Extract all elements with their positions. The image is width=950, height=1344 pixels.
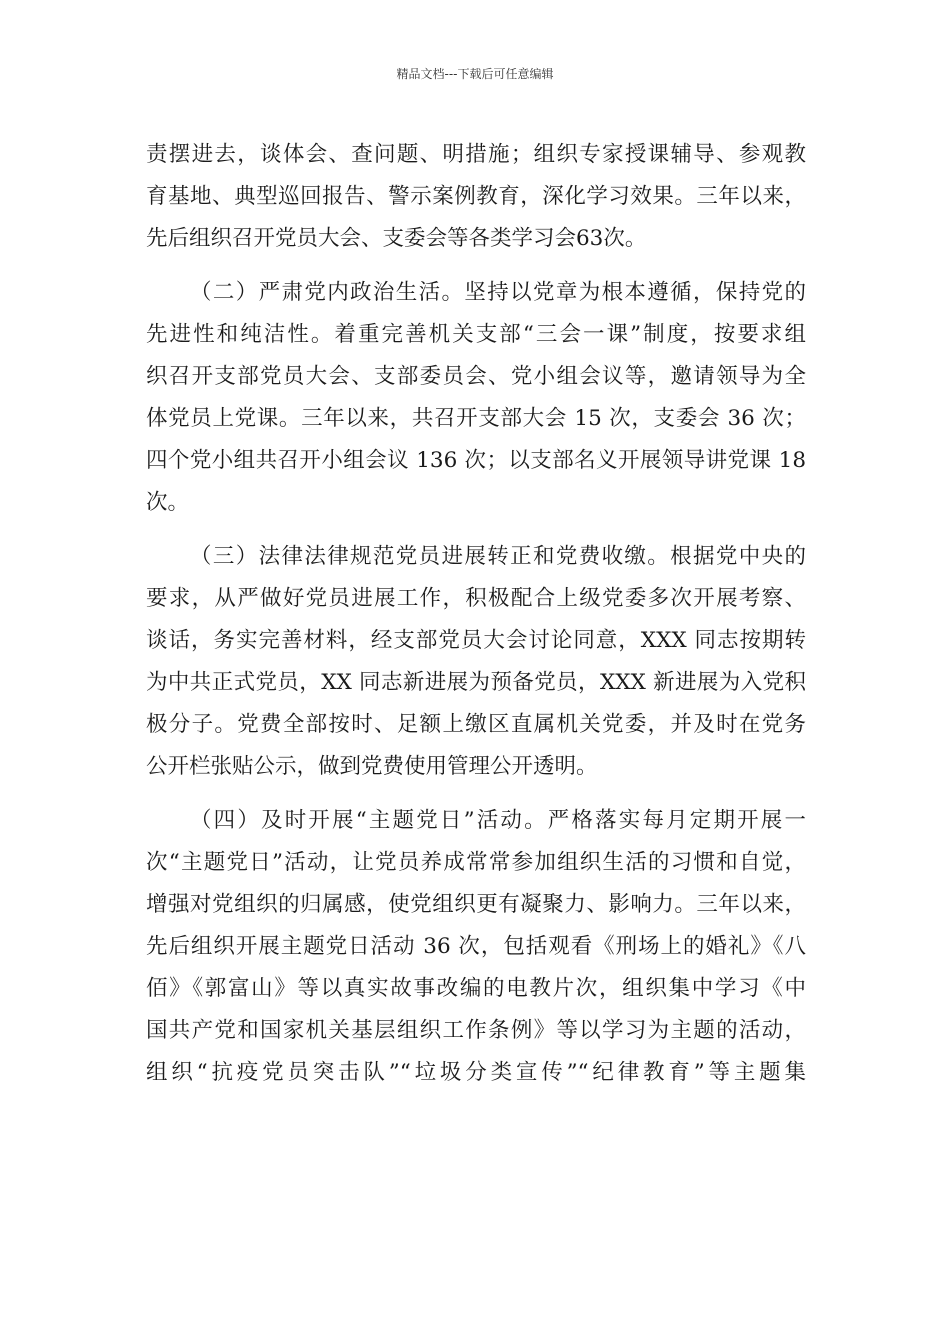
text-line: 体党员上党课。三年以来，共召开支部大会 15 次，支委会 36 次； [146,406,806,432]
text-line: 谈话，务实完善材料，经支部党员大会讨论同意，XXX 同志按期转 [146,628,806,654]
text-line: 为中共正式党员，XX 同志新进展为预备党员，XXX 新进展为入党积 [146,670,806,696]
document-body [146,134,806,1094]
text-line: 先后组织召开党员大会、支委会等各类学习会63次。 [146,225,647,251]
text-line: （二）严肃党内政治生活。坚持以党章为根本遵循，保持党的 [190,280,806,306]
paragraph-2 [146,272,806,523]
text-line: 织召开支部党员大会、支部委员会、党小组会议等，邀请领导为全 [146,364,806,390]
text-line: 次。 [146,489,190,515]
text-line: （三）法律法律规范党员进展转正和党费收缴。根据党中央的 [190,544,806,570]
paragraph-4 [146,800,806,1093]
text-line: 国共产党和国家机关基层组织工作条例》等以学习为主题的活动， [146,1017,806,1043]
text-line: 育基地、典型巡回报告、警示案例教育，深化学习效果。三年以来， [146,183,806,209]
text-line: 次“主题党日”活动，让党员养成常常参加组织生活的习惯和自觉， [146,850,806,876]
text-line: 要求，从严做好党员进展工作，积极配合上级党委多次开展考察、 [146,586,806,612]
text-line: 先进性和纯洁性。着重完善机关支部“三会一课”制度，按要求组 [146,322,806,348]
page-header: 精品文档---下载后可任意编辑 [396,67,554,81]
text-line: 四个党小组共召开小组会议 136 次；以支部名义开展领导讲党课 18 [146,447,806,473]
text-line: 佰》《郭富山》等以真实故事改编的电教片次，组织集中学习《中 [146,975,806,1001]
paragraph-1 [146,134,806,260]
text-line: （四）及时开展“主题党日”活动。严格落实每月定期开展一 [190,808,806,834]
text-line: 极分子。党费全部按时、足额上缴区直属机关党委，并及时在党务 [146,711,806,737]
paragraph-3 [146,536,806,787]
text-line: 责摆进去，谈体会、查问题、明措施；组织专家授课辅导、参观教 [146,142,806,167]
text-line: 增强对党组织的归属感，使党组织更有凝聚力、影响力。三年以来， [146,892,806,918]
text-line: 公开栏张贴公示，做到党费使用管理公开透明。 [146,753,598,779]
text-line: 组织“抗疫党员突击队”“垃圾分类宣传”“纪律教育”等主题集 [146,1059,806,1085]
text-line: 先后组织开展主题党日活动 36 次，包括观看《刑场上的婚礼》《八 [146,934,806,960]
